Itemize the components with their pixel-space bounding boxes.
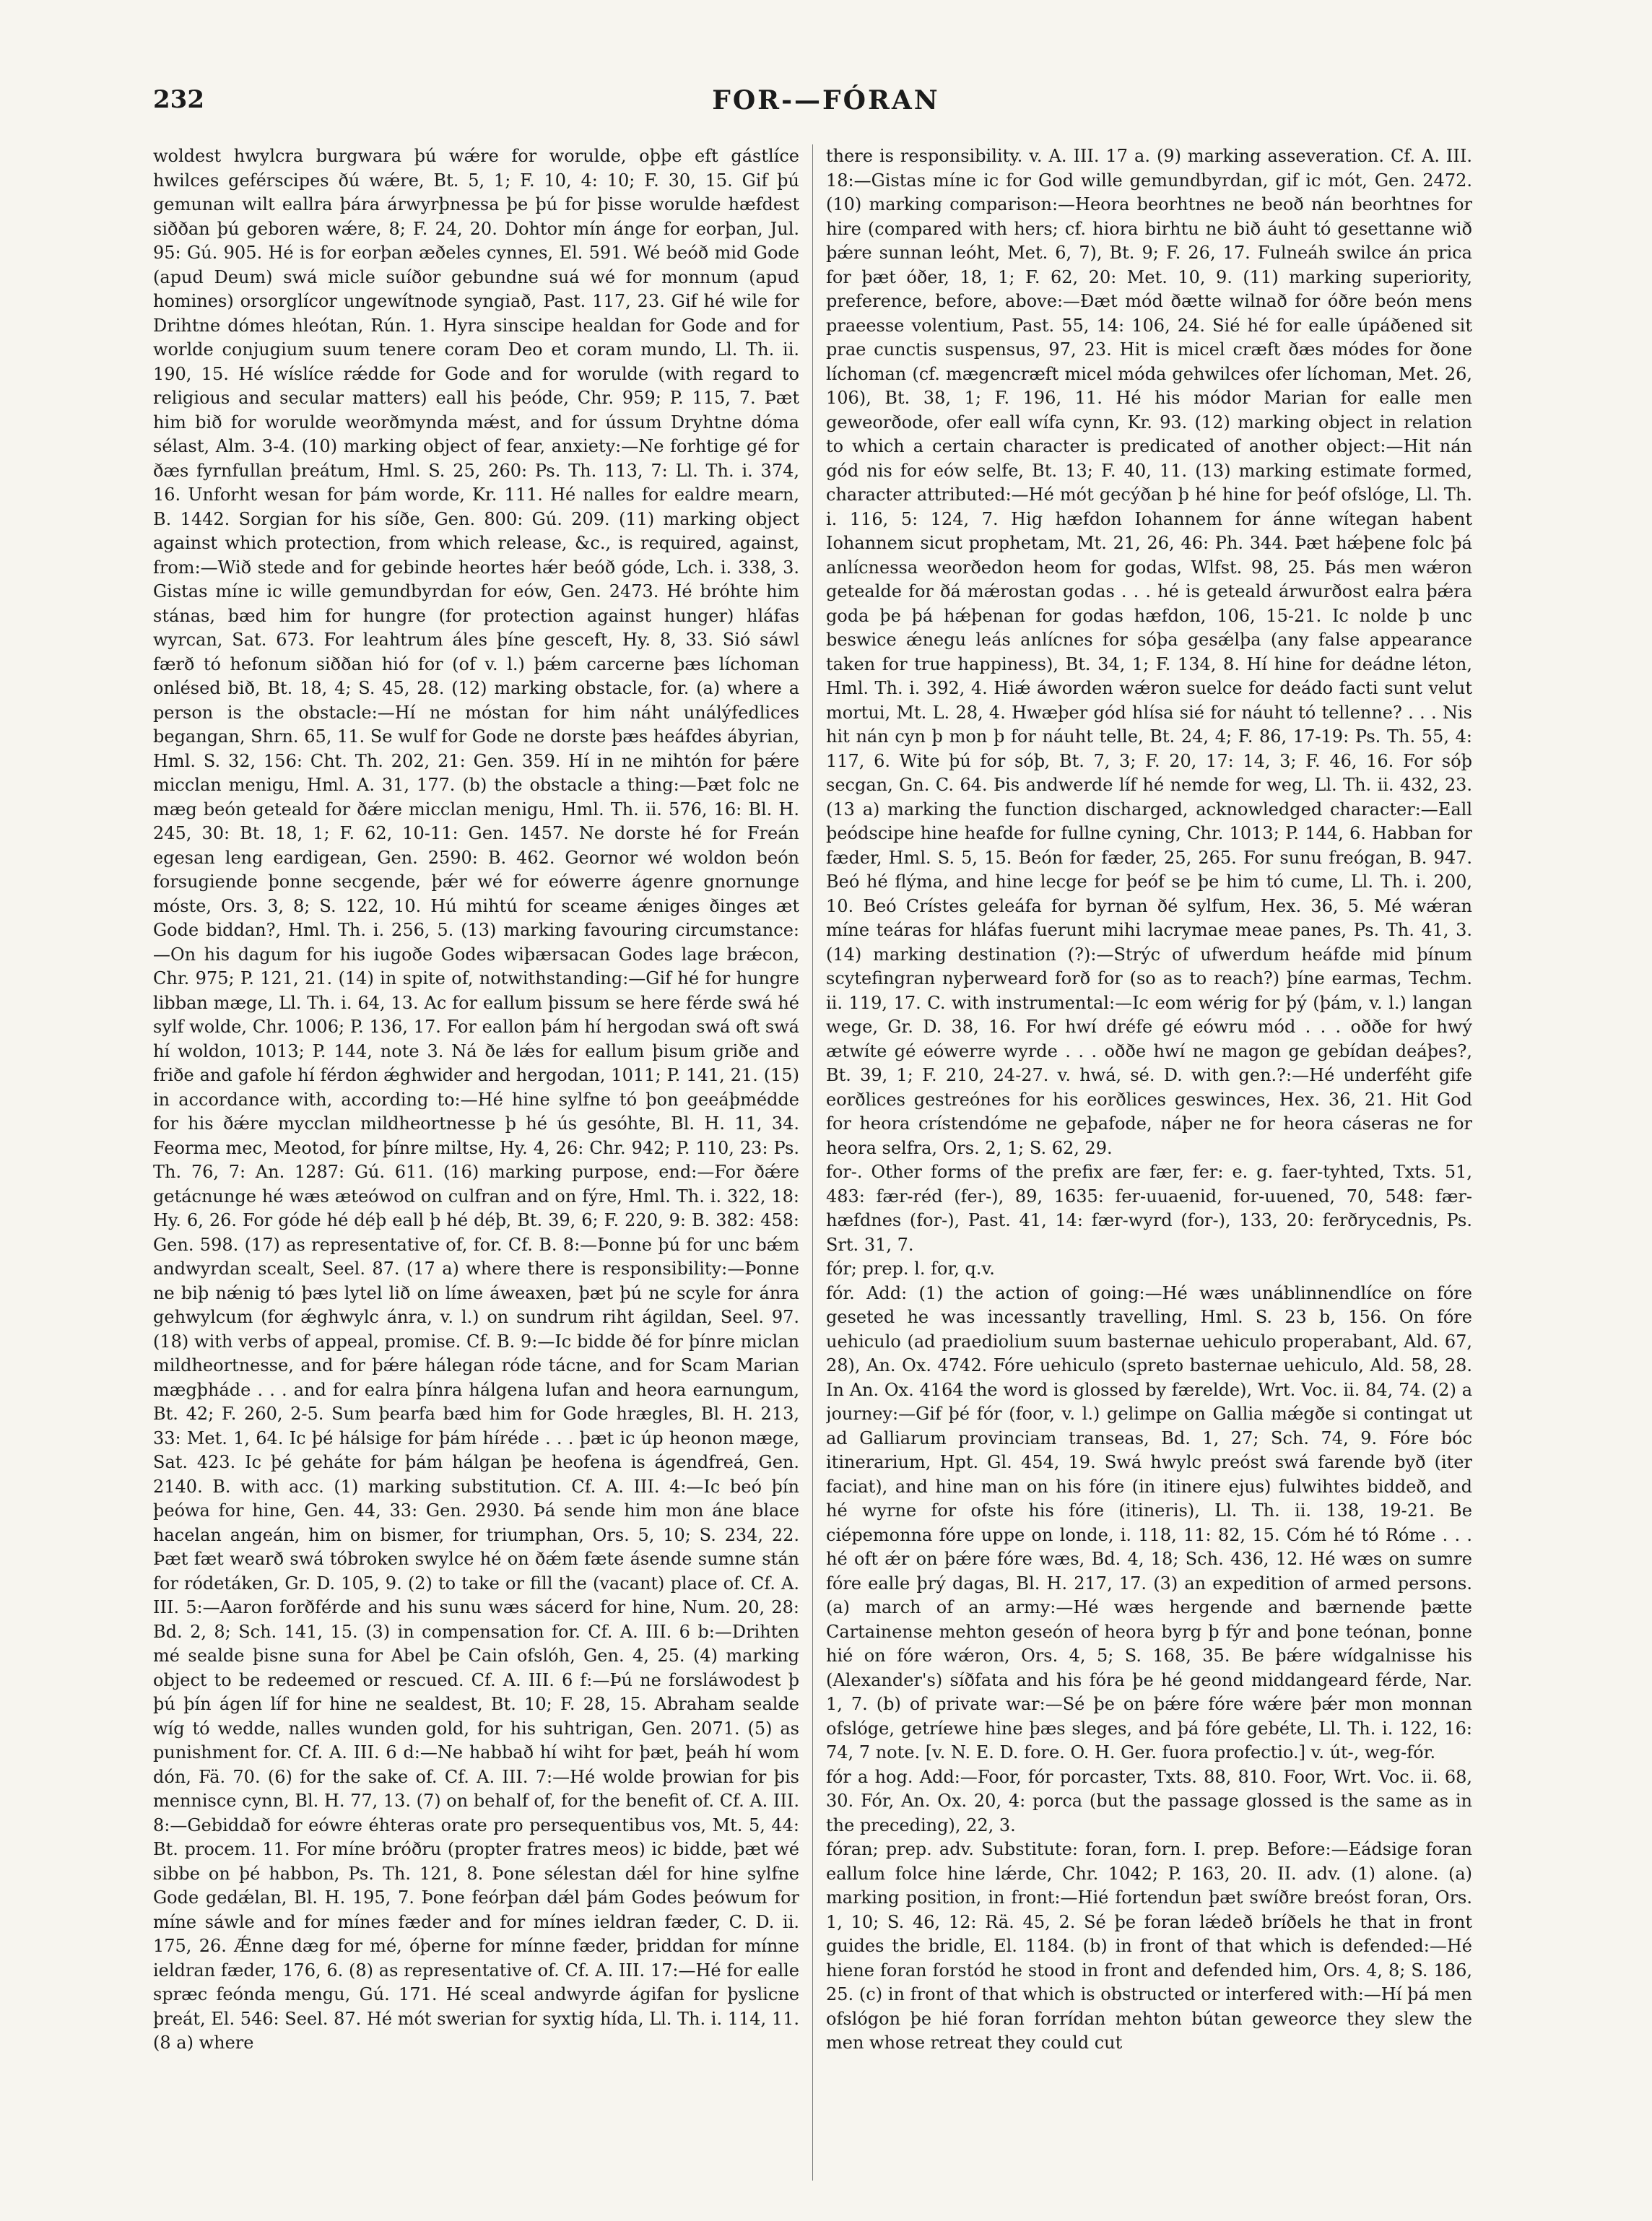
entry-for-prefix: for-. Other forms of the prefix are fær, fer: e. g. faer-tyhted, Txts. 51, 483: fær-réd (fer-), 89, 1635: fer-uuaenid, for-uuened, 70, 548: fær-hæfdnes (for-), Past. 41, 14: fær-wyrd (for-), 133, 20: ferðrycednis, Ps. Srt. 31, 7. bbox=[826, 1162, 1472, 1255]
entry-for-prep: fór; prep. l. for, q.v. bbox=[826, 1259, 995, 1279]
entry-for-hog: fór a hog. Add:—Foor, fór porcaster, Txts. 88, 810. Foor, Wrt. Voc. ii. 68, 30. Fór, An. Ox. 20, 4: porca (but the passage glossed is the same as in the preceding), 22, 3. bbox=[826, 1766, 1472, 1835]
page-number: 232 bbox=[153, 85, 204, 114]
left-column bbox=[153, 144, 799, 2181]
column-divider bbox=[812, 144, 813, 2181]
left-column-paragraph: woldest hwylcra burgwara þú wǽre for worulde, oþþe eft gástlíce hwilces geférscipes ðú wǽre, Bt. 5, 1; F. 10, 4: 10; F. 30, 15. Gif þú gemunan wilt eallra þára árwyrþnessa þe þú for þisse worulde hæfdest siððan þú geboren wǽre, 8; F. 24, 20. Dohtor mín ánge for eorþan, Jul. 95: Gú. 905. Hé is for eorþan æðeles cynnes, El. 591. Wé beóð mid Gode (apud Deum) swá micle suíðor gebundne suá wé for monnum (apud homines) orsorglícor ungewítnode syngiað, Past. 117, 23. Gif hé wile for Drihtne dómes hleótan, Rún. 1. Hyra sinscipe healdan for Gode and for worlde conjugium suum tenere coram Deo et coram mundo, Ll. Th. ii. 190, 15. Hé wíslíce rǽdde for Gode and for worulde (with regard to religious and secular matters) eall his þeóde, Chr. 959; P. 115, 7. Þæt him bið for worulde weorðmynda mǽst, and for ússum Dryhtne dóma sélast, Alm. 3-4. (10) marking object of fear, anxiety:—Ne forhtige gé for ðæs fyrnfullan þreátum, Hml. S. 25, 260: Ps. Th. 113, 7: Ll. Th. i. 374, 16. Unforht wesan for þám worde, Kr. 111. Hé nalles for ealdre mearn, B. 1442. Sorgian for his síðe, Gen. 800: Gú. 209. (11) marking object against which protection, from which release, &c., is required, against, from:—Wið stede and for gebinde heortes hǽr beóð góde, Lch. i. 338, 3. Gistas míne ic wille gemundbyrdan for eów, Gen. 2473. Hé bróhte him stánas, bæd him for hungre (for protection against hunger) hláfas wyrcan, Sat. 673. For leahtrum áles þíne gesceft, Hy. 8, 33. Sió sáwl færð tó hefonum siððan hió for (of v. l.) þǽm carcerne þæs líchoman onlésed bið, Bt. 18, 4; S. 45, 28. (12) marking obstacle, for. (a) where a person is the obstacle:—Hí ne móstan for him náht unálýfedlices begangan, Shrn. 65, 11. Se wulf for Gode ne dorste þæs heáfdes ábyrian, Hml. S. 32, 156: Cht. Th. 202, 21: Gen. 359. Hí in ne mihtón for þǽre micclan menigu, Hml. A. 31, 177. (b) the obstacle a thing:—Þæt folc ne mæg beón geteald for ðǽre micclan menigu, Hml. Th. ii. 576, 16: Bl. H. 245, 30: Bt. 18, 1; F. 62, 10-11: Gen. 1457. Ne dorste hé for Freán egesan leng eardigean, Gen. 2590: B. 462. Geornor wé woldon beón forsugiende þonne secgende, þǽr wé for eówerre ágenre gnornunge móste, Ors. 3, 8; S. 122, 10. Hú mihtú for sceame ǽniges ðinges æt Gode biddan?, Hml. Th. i. 256, 5. (13) marking favouring circumstance:—On his dagum for his iugoðe Godes wiþærsacan Godes lage brǽcon, Chr. 975; P. 121, 21. (14) in spite of, notwithstanding:—Gif hé for hungre libban mæge, Ll. Th. i. 64, 13. Ac for eallum þissum se here férde swá hé sylf wolde, Chr. 1006; P. 136, 17. For eallon þám hí hergodan swá oft swá hí woldon, 1013; P. 144, note 3. Ná ðe lǽs for eallum þisum griðe and friðe and gafole hí férdon ǽghwider and hergodan, 1011; P. 141, 21. (15) in accordance with, according to:—Hé hine sylfne tó þon geeáþmédde for his ðǽre mycclan mildheortnesse þ hé ús gesóhte, Bl. H. 11, 34. Feorma mec, Meotod, for þínre miltse, Hy. 4, 26: Chr. 942; P. 110, 23: Ps. Th. 76, 7: An. 1287: Gú. 611. (16) marking purpose, end:—For ðǽre getácnunge hé wæs æteówod on culfran and on fýre, Hml. Th. i. 322, 18: Hy. 6, 26. For góde hé déþ eall þ hé déþ, Bt. 39, 6; F. 220, 9: B. 382: 458: Gen. 598. (17) as representative of, for. Cf. B. 8:—Þonne þú for unc bǽm andwyrdan scealt, Seel. 87. (17 a) where there is responsibility:—Þonne ne biþ nǽnig tó þæs lytel lið on líme áweaxen, þæt þú ne scyle for ánra gehwylcum (for ǽghwylc ánra, v. l.) on sundrum riht ágildan, Seel. 97. (18) with verbs of appeal, promise. Cf. B. 9:—Ic bidde ðé for þínre miclan mildheortnesse, and for þǽre hálegan róde tácne, and for Scam Marian mægþháde . . . and for ealra þínra hálgena lufan and heora earnungum, Bt. 42; F. 260, 2-5. Sum þearfa bæd him for Gode hrægles, Bl. H. 213, 33: Met. 1, 64. Ic þé hálsige for þám híréde . . . þæt ic úp heonon mæge, Sat. 423. Ic þé geháte for þám hálgan þe heofena is ágendfreá, Gen. 2140. B. with acc. (1) marking substitution. Cf. A. III. 4:—Ic beó þín þeówa for hine, Gen. 44, 33: Gen. 2930. Þá sende him mon áne blace hacelan angeán, him on bismer, for triumphan, Ors. 5, 10; S. 234, 22. Þæt fæt wearð swá tóbroken swylce hé on ðǽm fæte ásende sumne stán for ródetáken, Gr. D. 105, 9. (2) to take or fill the (vacant) place of. Cf. A. III. 5:—Aaron forðférde and his sunu wæs sácerd for hine, Num. 20, 28: Bd. 2, 8; Sch. 141, 15. (3) in compensation for. Cf. A. III. 6 b:—Drihten mé sealde þisne suna for Abel þe Cain ofslóh, Gen. 4, 25. (4) marking object to be redeemed or rescued. Cf. A. III. 6 f:—Þú ne forsláwodest þ þú þín ágen líf for hine ne sealdest, Bt. 10; F. 28, 15. Abraham sealde wíg tó wedde, nalles wunden gold, for his suhtrigan, Gen. 2071. (5) as punishment for. Cf. A. III. 6 d:—Ne habbað hí wiht for þæt, þeáh hí wom dón, Fä. 70. (6) for the sake of. Cf. A. III. 7:—Hé wolde þrowian for þis mennisce cynn, Bl. H. 77, 13. (7) on behalf of, for the benefit of. Cf. A. III. 8:—Gebiddað for eówre éhteras orate pro persequentibus vos, Mt. 5, 44: Bt. procem. 11. For míne bróðru (propter fratres meos) ic bidde, þæt wé sibbe on þé habbon, Ps. Th. 121, 8. Þone sélestan dǽl for hine sylfne Gode gedǽlan, Bl. H. 195, 7. Þone feórþan dǽl þám Godes þeówum for míne sáwle and for mínes fæder and for mínes ieldran fæder, C. D. ii. 175, 26. Ǽnne dæg for mé, óþerne for mínne fæder, þriddan for mínne ieldran fæder, 176, 6. (8) as representative of. Cf. A. III. 17:—Hé for ealle spræc feónda mengu, Gú. 171. Hé sceal andwyrde ágifan for þyslicne þreát, El. 546: Seel. 87. Hé mót swerian for syxtig hída, Ll. Th. i. 114, 11. (8 a) where bbox=[153, 146, 799, 2053]
page-header bbox=[153, 85, 1499, 129]
two-column-body bbox=[153, 144, 1496, 2181]
running-head: FOR-—FÓRAN bbox=[712, 85, 940, 116]
entry-for-journey: fór. Add: (1) the action of going:—Hé wæs unáblinnendlíce on fóre geseted he was incessantly travelling, Hml. S. 23 b, 156. On fóre uehiculo (ad praediolium suum basternae uehiculo properabant, Ald. 67, 28), An. Ox. 4742. Fóre uehiculo (spreto basternae uehiculo, Ald. 58, 28. In An. Ox. 4164 the word is glossed by færelde), Wrt. Voc. ii. 84, 74. (2) a journey:—Gif þé fór (foor, v. l.) gelimpe on Gallia mǽgðe si contingat ut ad Galliarum provinciam transeas, Bd. 1, 27; Sch. 74, 9. Fóre bóc itinerarium, Hpt. Gl. 454, 19. Swá hwylc preóst swá farende byð (iter faciat), and hine man on his fóre (in itinere ejus) fulwihtes biddeð, and hé wyrne for ofste his fóre (itineris), Ll. Th. ii. 138, 19-21. Be ciépemonna fóre uppe on londe, i. 118, 11: 82, 15. Cóm hé tó Róme . . . hé oft ǽr on þǽre fóre wæs, Bd. 4, 18; Sch. 436, 12. Hé wæs on sumre fóre ealle þrý dagas, Bl. H. 217, 17. (3) an expedition of armed persons. (a) march of an army:—Hé wæs hergende and bærnende þætte Cartainense mehton geseón of heora byrg þ fýr and þone teónan, þonne hié on fóre wǽron, Ors. 4, 5; S. 168, 35. Be þǽre wídgalnisse his (Alexander's) síðfata and his fóra þe hé geond middangeard férde, Nar. 1, 7. (b) of private war:—Sé þe on þǽre fóre wǽre þǽr mon monnan ofslóge, getríewe hine þæs sleges, and þá fóre gebéte, Ll. Th. i. 122, 16: 74, 7 note. [v. N. E. D. fore. O. H. Ger. fuora profectio.] v. út-, weg-fór. bbox=[826, 1282, 1472, 1763]
right-column-paragraph: there is responsibility. v. A. III. 17 a. (9) marking asseveration. Cf. A. III. 18:—Gistas míne ic for God wille gemundbyrdan, gif ic mót, Gen. 2472. (10) marking comparison:—Heora beorhtnes ne beoð nán beorhtnes for hire (compared with hers; cf. hiora birhtu ne bið áuht tó gesettanne wið þǽre sunnan leóht, Met. 6, 7), Bt. 9; F. 26, 17. Fulneáh swilce án prica for þæt óðer, 18, 1; F. 62, 20: Met. 10, 9. (11) marking superiority, preference, before, above:—Ðæt mód ðætte wilnað for óðre beón mens praeesse volentium, Past. 55, 14: 106, 24. Sié hé for ealle úpáðened sit prae cunctis suspensus, 97, 23. Hit is micel cræft ðæs módes for ðone líchoman (cf. mægencræft micel móda gehwilces ofer líchoman, Met. 26, 106), Bt. 38, 1; F. 196, 11. Hé his módor Marian for ealle men geweorðode, ofer eall wífa cynn, Kr. 93. (12) marking object in relation to which a certain character is predicated of another object:—Hit nán gód nis for eów selfe, Bt. 13; F. 40, 11. (13) marking estimate formed, character attributed:—Hé mót gecýðan þ hé hine for þeóf ofslóge, Ll. Th. i. 116, 5: 124, 7. Hig hæfdon Iohannem for ánne wítegan habent Iohannem sicut prophetam, Mt. 21, 26, 46: Ph. 344. Þæt hǽþene folc þá anlícnessa weorðedon heom for godas, Wlfst. 98, 25. Þás men wǽron getealde for ðá mǽrostan godas . . . hé is geteald árwurðost ealra þǽra goda þe þá hǽþenan for godas hæfdon, 106, 15-21. Ic nolde þ unc beswice ǽnegu leás anlícnes for sóþa gesǽlþa (any false appearance taken for true happiness), Bt. 34, 1; F. 134, 8. Hí hine for deádne léton, Hml. Th. i. 392, 4. Hiǽ áworden wǽron suelce for deádo facti sunt velut mortui, Mt. L. 28, 4. Hwæþer gód hlísa sié for náuht tó tellenne? . . . Nis hit nán cyn þ mon þ for náuht telle, Bt. 24, 4; F. 86, 17-19: Ps. Th. 55, 4: 117, 6. Wite þú for sóþ, Bt. 7, 3; F. 20, 17: 14, 3; F. 46, 16. For sóþ secgan, Gn. C. 64. Þis andwerde líf hé nemde for weg, Ll. Th. ii. 432, 23. (13 a) marking the function discharged, acknowledged character:—Eall þeódscipe hine heafde for fullne cyning, Chr. 1013; P. 144, 6. Habban for fæder, Hml. S. 5, 15. Beón for fæder, 25, 265. For sunu freógan, B. 947. Beó hé flýma, and hine lecge for þeóf se þe him tó cume, Ll. Th. i. 200, 10. Beó Crístes geleáfa for byrnan ðé sylfum, Hex. 36, 5. Mé wǽran míne teáras for hláfas fuerunt mihi lacrymae meae panes, Ps. Th. 41, 3. (14) marking destination (?):—Strýc of ufwerdum heáfde mid þínum scytefingran nyþerweard forð for (so as to reach?) þíne earmas, Techm. ii. 119, 17. C. with instrumental:—Ic eom wérig for þý (þám, v. l.) langan wege, Gr. D. 38, 16. For hwí dréfe gé eówru mód . . . oððe for hwý ætwíte gé eówerre wyrde . . . oððe hwí ne magon ge gebídan deáþes?, Bt. 39, 1; F. 210, 24-27. v. hwá, sé. D. with gen.?:—Hé underféht gife eorðlices gestreónes for his eorðlices geswinces, Hex. 36, 21. Hit God for heora crístendóme ne geþafode, náþer ne for heora cáseras ne for heora selfra, Ors. 2, 1; S. 62, 29. bbox=[826, 146, 1472, 1158]
right-column bbox=[826, 144, 1472, 2181]
entry-foran: fóran; prep. adv. Substitute: foran, forn. I. prep. Before:—Eádsige foran eallum folce hine lǽrde, Chr. 1042; P. 163, 20. II. adv. (1) alone. (a) marking position, in front:—Hié fortendun þæt swíðre breóst foran, Ors. 1, 10; S. 46, 12: Rä. 45, 2. Sé þe foran lǽdeð bríðels he that in front guides the bridle, El. 1184. (b) in front of that which is defended:—Hé hiene foran forstód he stood in front and defended him, Ors. 4, 8; S. 186, 25. (c) in front of that which is obstructed or interfered with:—Hí þá men ofslógon þe hié foran forrídan mehton bútan geweorce they slew the men whose retreat they could cut bbox=[826, 1839, 1472, 2053]
